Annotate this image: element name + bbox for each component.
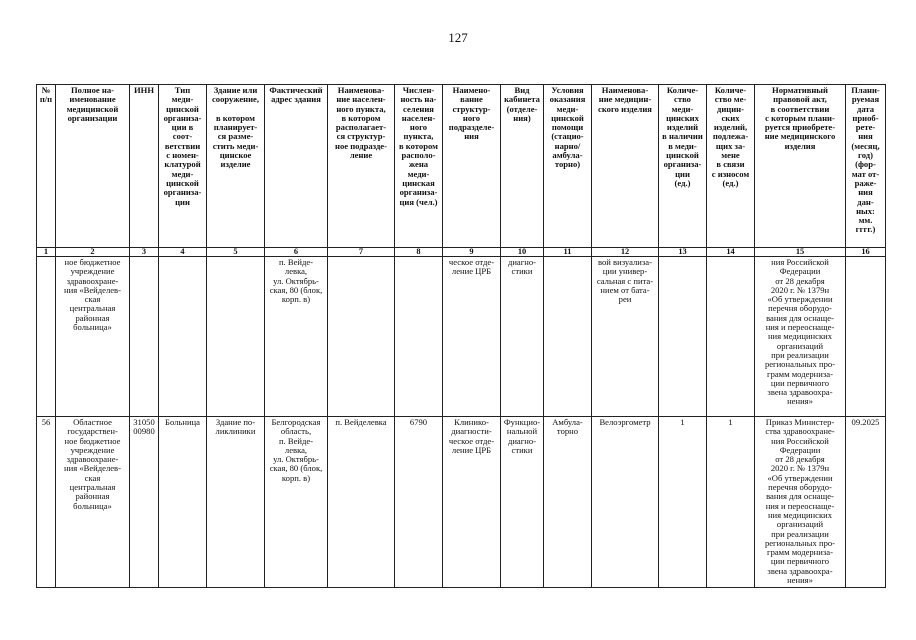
- organization-name-cell: Областное государствен- ное бюджетное учреждение здравоохране- ния «Вейделев- ская центральная районная больница»: [56, 417, 130, 588]
- table-row-continued: [37, 257, 886, 417]
- column-number: 15: [755, 248, 846, 257]
- header-cell: Здание или сооружение, в котором планирует- ся разме- стить меди- цинское изделие: [207, 85, 265, 248]
- header-cell: Тип меди- цинской организа- ции в соот- ветствии с номен- клатурой меди- цинской организа- ции: [159, 85, 207, 248]
- column-number: 7: [328, 248, 395, 257]
- column-number: 4: [159, 248, 207, 257]
- population-cell: 6790: [395, 417, 443, 588]
- header-cell: Плани- руемая дата приоб- рете- ния (месяц, год) (фор- мат от- раже- ния дан- ных: мм. гггг.): [846, 85, 886, 248]
- page-number: 127: [448, 30, 468, 45]
- column-number: 10: [501, 248, 544, 257]
- population-cell: [395, 257, 443, 417]
- organization-name-cell: ное бюджетное учреждение здравоохране- ния «Вейделев- ская центральная районная больница»: [56, 257, 130, 417]
- devices-to-replace-cell: [707, 257, 755, 417]
- column-number: 14: [707, 248, 755, 257]
- cabinet-type-cell: Функцио- нальной диагно- стики: [501, 417, 544, 588]
- settlement-cell: [328, 257, 395, 417]
- planned-date-cell: [846, 257, 886, 417]
- header-cell: Наименова- ние медицин- ского изделия: [592, 85, 659, 248]
- building-cell: Здание по- ликлиники: [207, 417, 265, 588]
- settlement-cell: п. Вейделевка: [328, 417, 395, 588]
- legal-act-cell: ния Российской Федерации от 28 декабря 2020 г. № 1379н «Об утверждении перечня оборудо- вания для оснаще- ния и переоснаще- ния медицинских организаций при реализации региональных про- грамм модерниза- ции первичного звена здравоохра- нения»: [755, 257, 846, 417]
- inn-cell: [130, 257, 159, 417]
- header-cell: ИНН: [130, 85, 159, 248]
- inn-cell: 31050 00980: [130, 417, 159, 588]
- header-cell: Фактический адрес здания: [265, 85, 328, 248]
- header-cell: Наименова- ние населен- ного пункта, в котором располагает- ся структур- ное подразде- ление: [328, 85, 395, 248]
- address-cell: Белгородская область, п. Вейде- левка, ул. Октябрь- ская, 80 (блок, корп. в): [265, 417, 328, 588]
- division-cell: ческое отде- ление ЦРБ: [443, 257, 501, 417]
- column-number: 6: [265, 248, 328, 257]
- column-number: 9: [443, 248, 501, 257]
- column-number: 13: [659, 248, 707, 257]
- care-conditions-cell: [544, 257, 592, 417]
- device-name-cell: вой визуализа- ции универ- сальная с пита- нием от бата- реи: [592, 257, 659, 417]
- column-number: 2: [56, 248, 130, 257]
- header-cell: № п/п: [37, 85, 56, 248]
- header-cell: Условия оказания меди- цинской помощи (стацио- нарно/ амбула- торно): [544, 85, 592, 248]
- building-cell: [207, 257, 265, 417]
- row-number-cell: [37, 257, 56, 417]
- row-number-cell: 56: [37, 417, 56, 588]
- header-cell: Нормативный правовой акт, в соответствии с которым плани- руется приобрете- ние медицинского изделия: [755, 85, 846, 248]
- equipment-table: [36, 84, 886, 588]
- organization-type-cell: Больница: [159, 417, 207, 588]
- device-name-cell: Велоэргометр: [592, 417, 659, 588]
- column-number: 5: [207, 248, 265, 257]
- division-cell: Клинико- диагности- ческое отде- ление ЦРБ: [443, 417, 501, 588]
- header-cell: Наимено- вание структур- ного подразделе- ния: [443, 85, 501, 248]
- header-cell: Полное на- именование медицинской организации: [56, 85, 130, 248]
- header-row: [37, 85, 886, 248]
- column-number-row: [37, 248, 886, 257]
- organization-type-cell: [159, 257, 207, 417]
- column-number: 16: [846, 248, 886, 257]
- column-number: 3: [130, 248, 159, 257]
- devices-to-replace-cell: 1: [707, 417, 755, 588]
- address-cell: п. Вейде- левка, ул. Октябрь- ская, 80 (блок, корп. в): [265, 257, 328, 417]
- header-cell: Количе- ство меди- цинских изделий в наличии в меди- цинской организа- ции (ед.): [659, 85, 707, 248]
- column-number: 12: [592, 248, 659, 257]
- devices-available-cell: [659, 257, 707, 417]
- header-cell: Количе- ство ме- дицин- ских изделий, подлежа- щих за- мене в связи с износом (ед.): [707, 85, 755, 248]
- header-cell: Числен- ность на- селения населен- ного пункта, в котором располо- жена меди- цинская организа- ция (чел.): [395, 85, 443, 248]
- table-row: [37, 417, 886, 588]
- column-number: 8: [395, 248, 443, 257]
- column-number: 1: [37, 248, 56, 257]
- devices-available-cell: 1: [659, 417, 707, 588]
- cabinet-type-cell: диагно- стики: [501, 257, 544, 417]
- header-cell: Вид кабинета (отделе- ния): [501, 85, 544, 248]
- planned-date-cell: 09.2025: [846, 417, 886, 588]
- column-number: 11: [544, 248, 592, 257]
- legal-act-cell: Приказ Министер- ства здравоохране- ния Российской Федерации от 28 декабря 2020 г. № 1379н «Об утверждении перечня оборудо- вания для оснаще- ния и переоснаще- ния медицинских организаций при реализации региональных про- грамм модерниза- ции первичного звена здравоохра- нения»: [755, 417, 846, 588]
- care-conditions-cell: Амбула- торно: [544, 417, 592, 588]
